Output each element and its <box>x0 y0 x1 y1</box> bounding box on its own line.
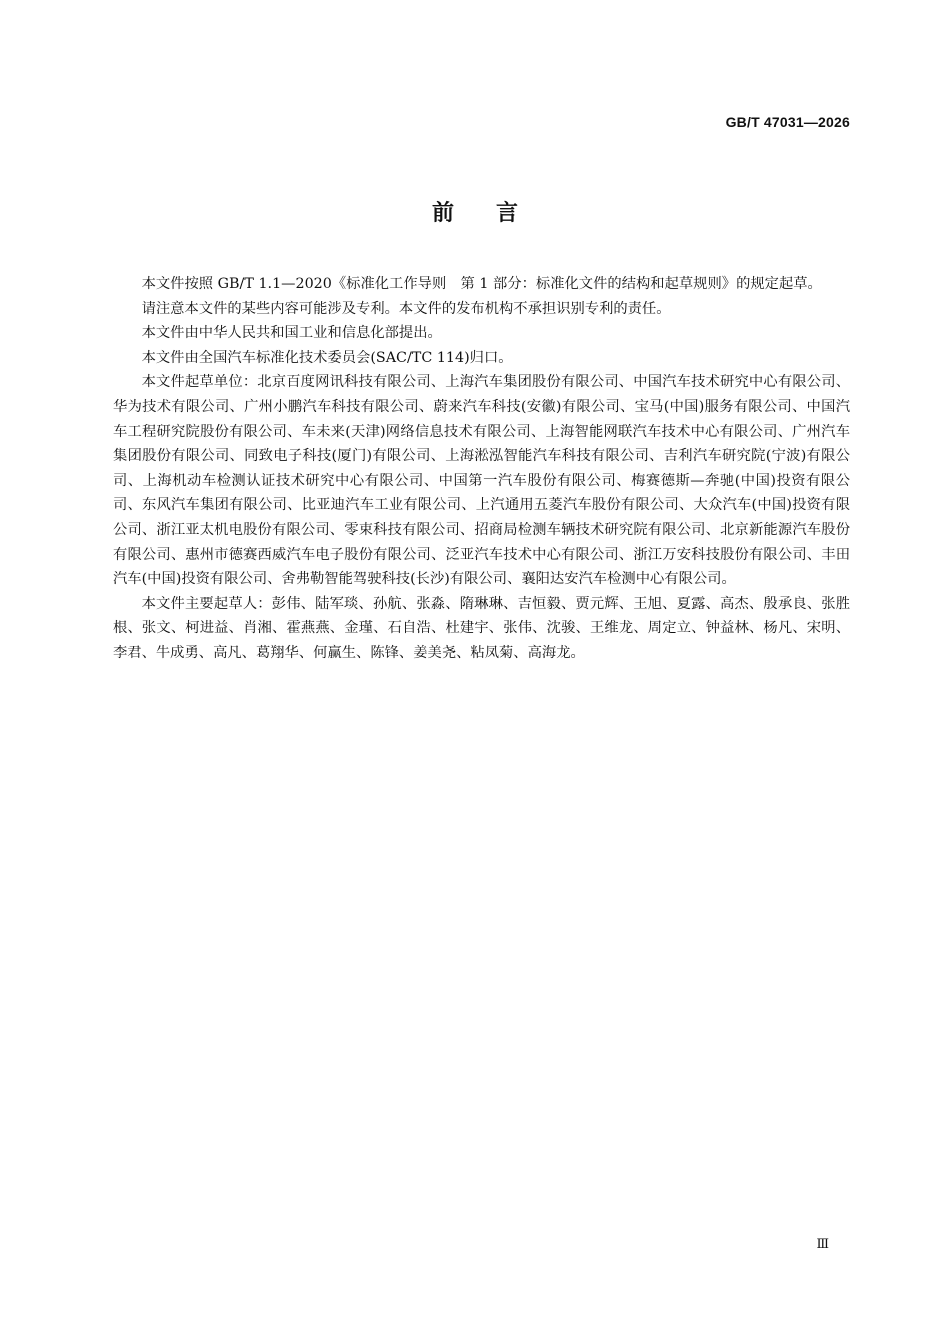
paragraph-drafters: 本文件主要起草人：彭伟、陆军琰、孙航、张淼、隋琳琳、吉恒毅、贾元辉、王旭、夏露、高杰、殷承良、张胜根、张文、柯进益、肖湘、霍燕燕、金瑾、石自浩、杜建宇、张伟、沈骏、王维龙、周定立、钟益林、杨凡、宋明、李君、牛成勇、高凡、葛翔华、何赢生、陈锋、姜美尧、粘凤菊、高海龙。 <box>113 595 850 661</box>
page-title: 前言 <box>431 201 560 226</box>
paragraph-proposer: 本文件由中华人民共和国工业和信息化部提出。 <box>141 325 442 342</box>
paragraph-committee: 本文件由全国汽车标准化技术委员会(SAC/TC 114)归口。 <box>141 349 513 366</box>
page-number: Ⅲ <box>816 1236 829 1251</box>
paragraph-drafting-units: 本文件起草单位：北京百度网讯科技有限公司、上海汽车集团股份有限公司、中国汽车技术研究中心有限公司、华为技术有限公司、广州小鹏汽车科技有限公司、蔚来汽车科技(安徽)有限公司、宝马(中国)服务有限公司、中国汽车工程研究院股份有限公司、车未来(天津)网络信息技术有限公司、上海智能网联汽车技术中心有限公司、广州汽车集团股份有限公司、同致电子科技(厦门)有限公司、上海淞泓智能汽车科技有限公司、吉利汽车研究院(宁波)有限公司、上海机动车检测认证技术研究中心有限公司、中国第一汽车股份有限公司、梅赛德斯—奔驰(中国)投资有限公司、东风汽车集团有限公司、比亚迪汽车工业有限公司、上汽通用五菱汽车股份有限公司、大众汽车(中国)投资有限公司、浙江亚太机电股份有限公司、零束科技有限公司、招商局检测车辆技术研究院有限公司、北京新能源汽车股份有限公司、惠州市德赛西威汽车电子股份有限公司、泛亚汽车技术中心有限公司、浙江万安科技股份有限公司、丰田汽车(中国)投资有限公司、舍弗勒智能驾驶科技(长沙)有限公司、襄阳达安汽车检测中心有限公司。 <box>113 374 850 588</box>
standard-number: GB/T 47031—2026 <box>725 114 850 130</box>
paragraph-patent-notice: 请注意本文件的某些内容可能涉及专利。本文件的发布机构不承担识别专利的责任。 <box>141 300 671 317</box>
paragraph-drafting-rules: 本文件按照 GB/T 1.1—2020《标准化工作导则 第 1 部分：标准化文件的结构和起草规则》的规定起草。 <box>141 276 822 292</box>
foreword-body <box>113 272 850 666</box>
